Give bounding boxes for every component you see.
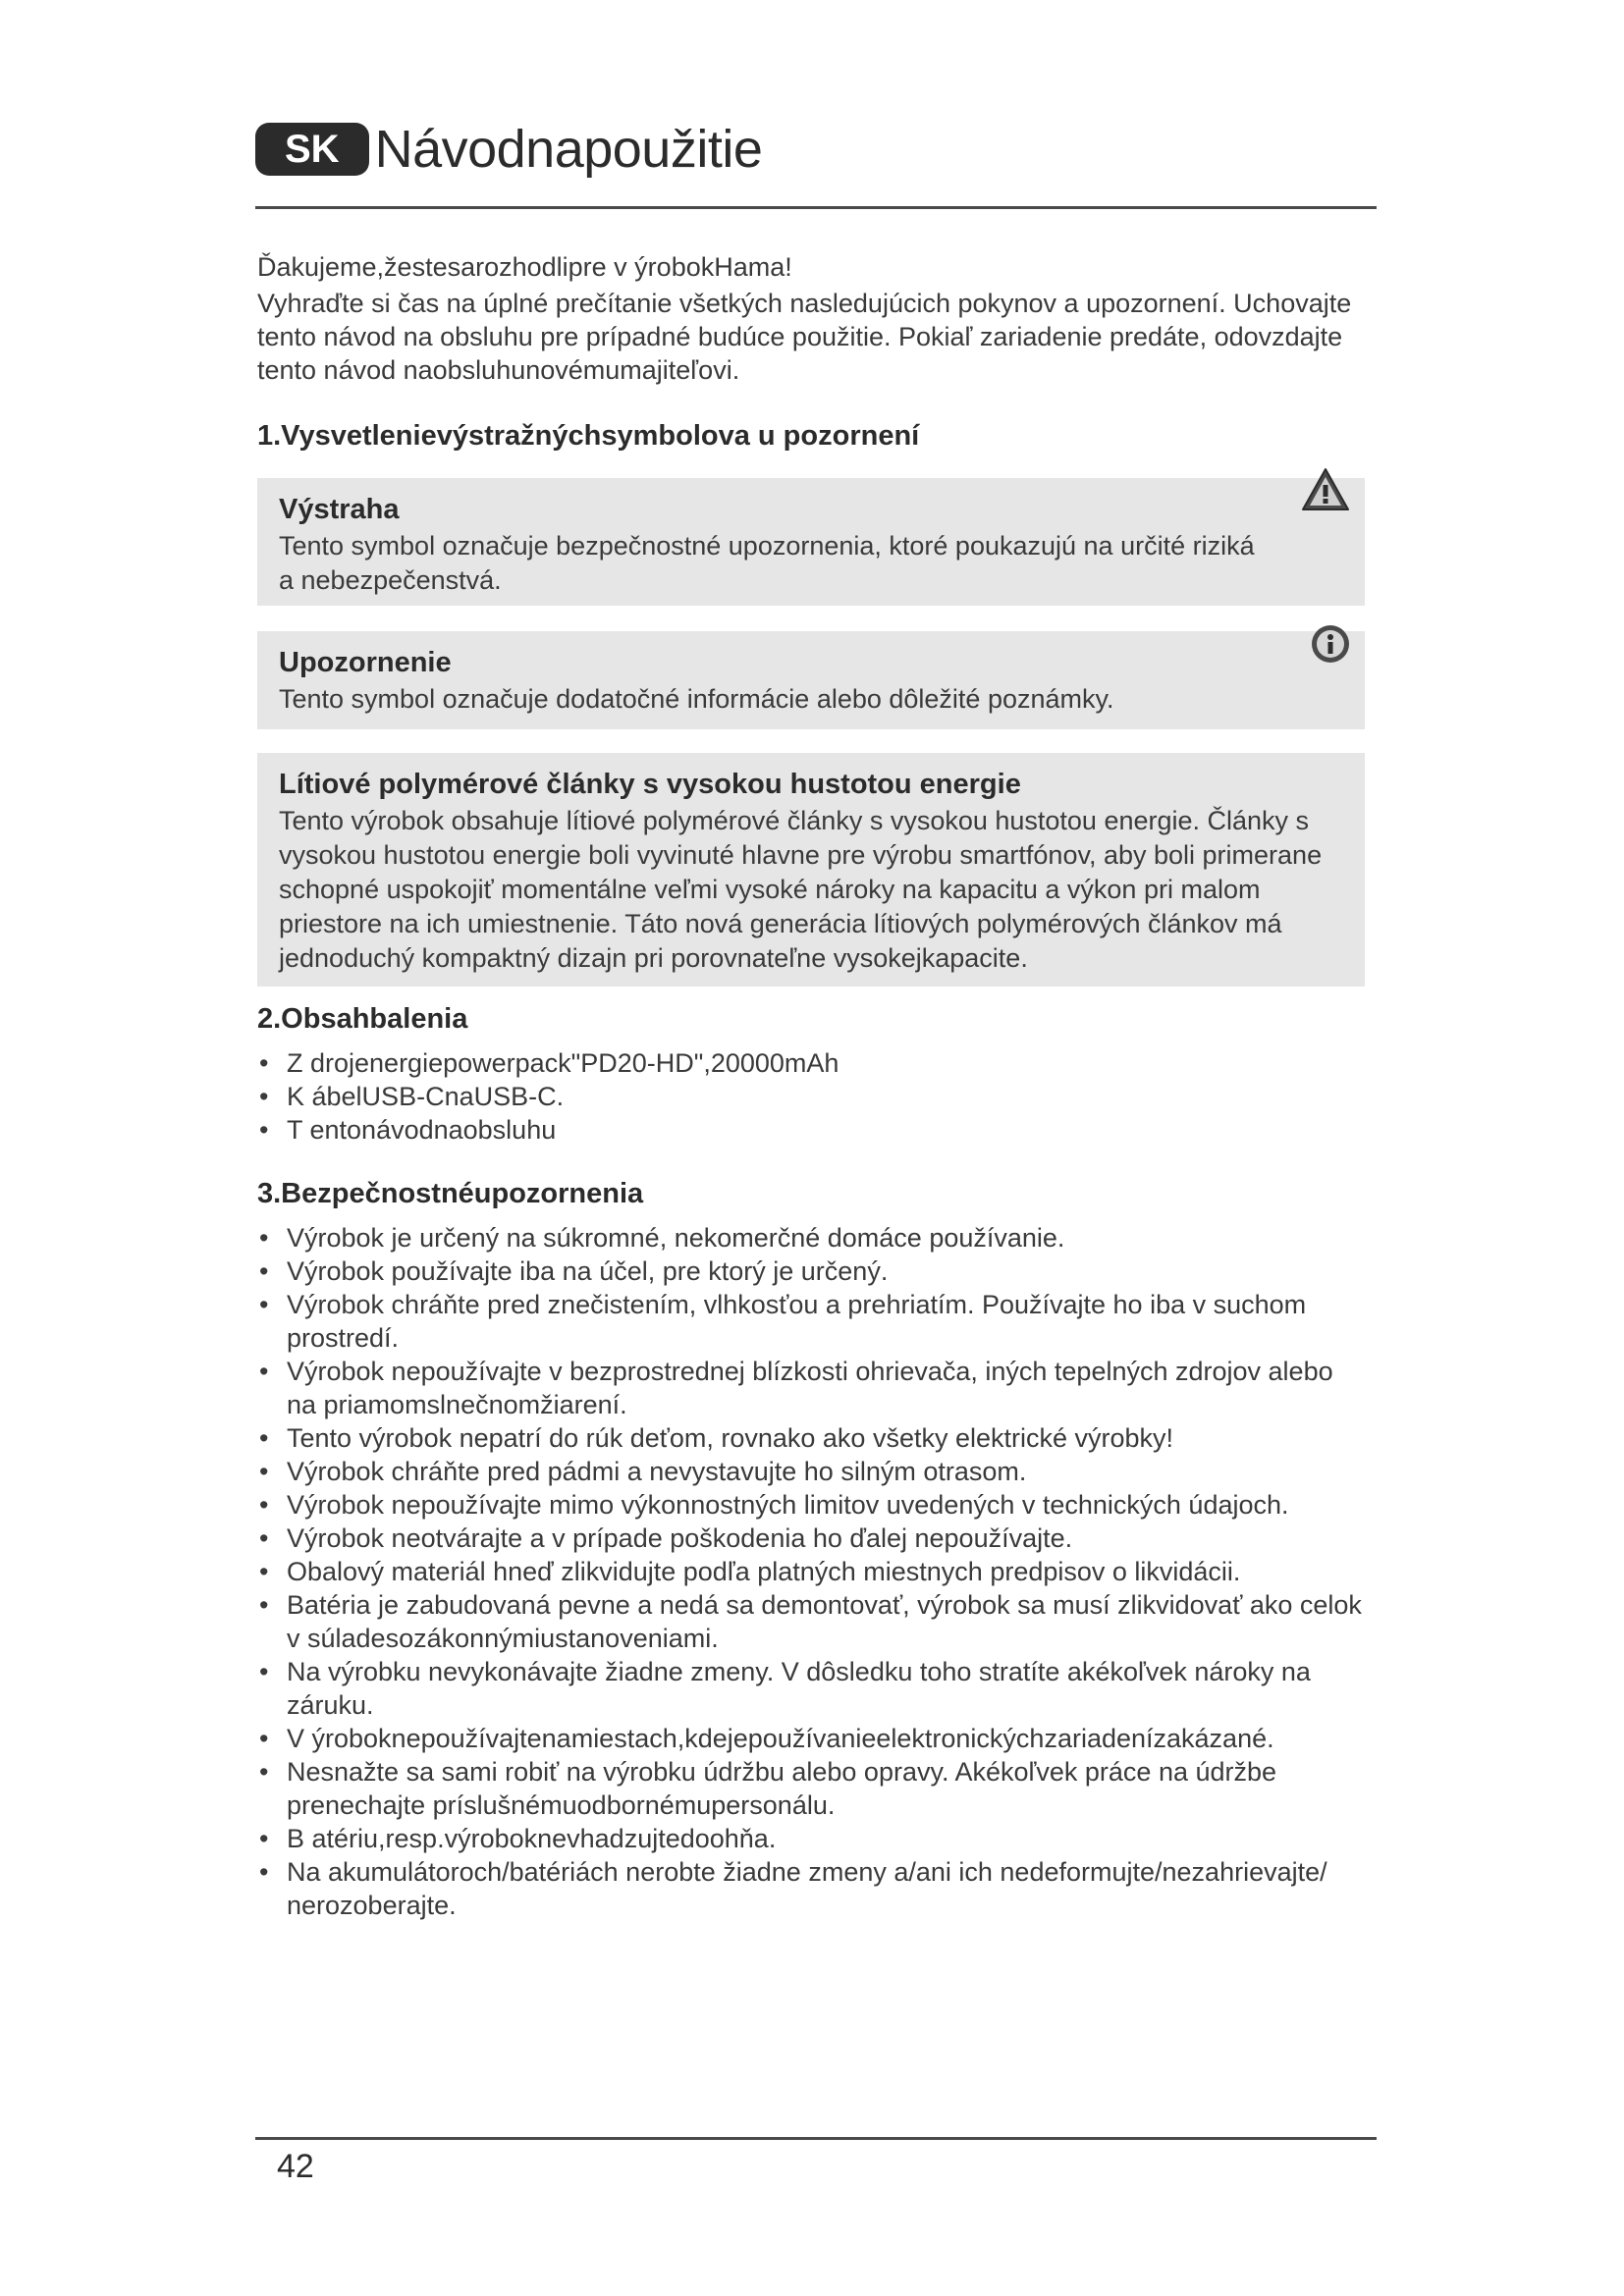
language-badge: SK: [255, 123, 369, 176]
section-1-heading: 1.Vysvetlenievýstražnýchsymbolova u pozornení: [257, 420, 920, 452]
list-item: • Nesnažte sa sami robiť na výrobku údržbu alebo opravy. Akékoľvek práce na údržbe prenechajte príslušnémuodbornémupersonálu.: [257, 1755, 1367, 1822]
list-item: • B atériu,resp.výroboknevhadzujtedoohňa.: [257, 1822, 1367, 1855]
footer-divider: [255, 2137, 1377, 2140]
section-2-heading: 2.Obsahbalenia: [257, 1003, 468, 1035]
warning-text: Tento symbol označuje bezpečnostné upozornenia, ktoré poukazujú na určité riziká a nebezpečenstvá.: [279, 531, 1255, 595]
battery-info-box: [257, 753, 1365, 987]
page-header: [255, 120, 762, 179]
page-number: 42: [277, 2148, 314, 2185]
warning-box: [257, 478, 1365, 606]
list-item: • Batéria je zabudovaná pevne a nedá sa demontovať, výrobok sa musí zlikvidovať ako celok v súladesozákonnýmiustanoveniami.: [257, 1588, 1367, 1655]
battery-title: Lítiové polymérové články s vysokou hustotou energie: [279, 769, 1021, 800]
warning-title: Výstraha: [279, 494, 400, 525]
list-item: • Výrobok nepoužívajte v bezprostrednej blízkosti ohrievača, iných tepelných zdrojov alebo na priamomslnečnomžiarení.: [257, 1355, 1367, 1421]
list-item: • Výrobok používajte iba na účel, pre ktorý je určený.: [257, 1255, 1367, 1288]
note-title: Upozornenie: [279, 647, 452, 678]
intro-thanks: Ďakujeme,žestesarozhodlipre v ýrobokHama!: [257, 252, 792, 282]
header-divider: [255, 206, 1377, 209]
list-item: • Výrobok nepoužívajte mimo výkonnostných limitov uvedených v technických údajoch.: [257, 1488, 1367, 1522]
note-box: [257, 631, 1365, 729]
list-item: • Obalový materiál hneď zlikvidujte podľa platných miestnych predpisov o likvidácii.: [257, 1555, 1367, 1588]
list-item: • Na akumulátoroch/batériách nerobte žiadne zmeny a/ani ich nedeformujte/nezahrievajte/ nerozoberajte.: [257, 1855, 1367, 1922]
intro-text: [257, 250, 1367, 390]
list-item: • Výrobok chráňte pred znečistením, vlhkosťou a prehriatím. Používajte ho iba v suchom prostredí.: [257, 1288, 1367, 1355]
list-item: • T entonávodnaobsluhu: [257, 1113, 1367, 1147]
package-contents-list: [257, 1046, 1367, 1147]
battery-text: Tento výrobok obsahuje lítiové polymérové články s vysokou hustotou energie. Články s vysokou hustotou energie boli vyvinuté hlavne pre výrobu smartfónov, aby boli primerane schopné uspokojiť momentálne veľmi vysoké nároky na kapacitu a výkon pri malom priestore na ich umiestnenie. Táto nová generácia lítiových polymérových článkov má jednoduchý kompaktný dizajn pri porovnateľne vysokejkapacite.: [279, 806, 1323, 973]
list-item: • V ýroboknepoužívajtenamiestach,kdejepoužívanieelektronickýchzariadenízakázané.: [257, 1722, 1367, 1755]
list-item: • Tento výrobok nepatrí do rúk deťom, rovnako ako všetky elektrické výrobky!: [257, 1421, 1367, 1455]
warning-triangle-icon: [1300, 466, 1351, 513]
safety-notes-list: [257, 1221, 1367, 1922]
list-item: • Na výrobku nevykonávajte žiadne zmeny. V dôsledku toho stratíte akékoľvek nároky na záruku.: [257, 1655, 1367, 1722]
info-circle-icon: [1310, 623, 1351, 665]
list-item: • Z drojenergiepowerpack"PD20-HD",20000mAh: [257, 1046, 1367, 1080]
intro-instructions: Vyhraďte si čas na úplné prečítanie všetkých nasledujúcich pokynov a upozornení. Uchovajte tento návod na obsluhu pre prípadné budúce použitie. Pokiaľ zariadenie predáte, odovzdajte tento návod naobsluhunovémumajiteľovi.: [257, 289, 1352, 385]
note-text: Tento symbol označuje dodatočné informácie alebo dôležité poznámky.: [279, 684, 1114, 714]
list-item: • Výrobok neotvárajte a v prípade poškodenia ho ďalej nepoužívajte.: [257, 1522, 1367, 1555]
page-title: Návodnapoužitie: [374, 120, 763, 179]
section-3-heading: 3.Bezpečnostnéupozornenia: [257, 1178, 644, 1209]
list-item: • Výrobok je určený na súkromné, nekomerčné domáce používanie.: [257, 1221, 1367, 1255]
list-item: • K ábelUSB-CnaUSB-C.: [257, 1080, 1367, 1113]
list-item: • Výrobok chráňte pred pádmi a nevystavujte ho silným otrasom.: [257, 1455, 1367, 1488]
